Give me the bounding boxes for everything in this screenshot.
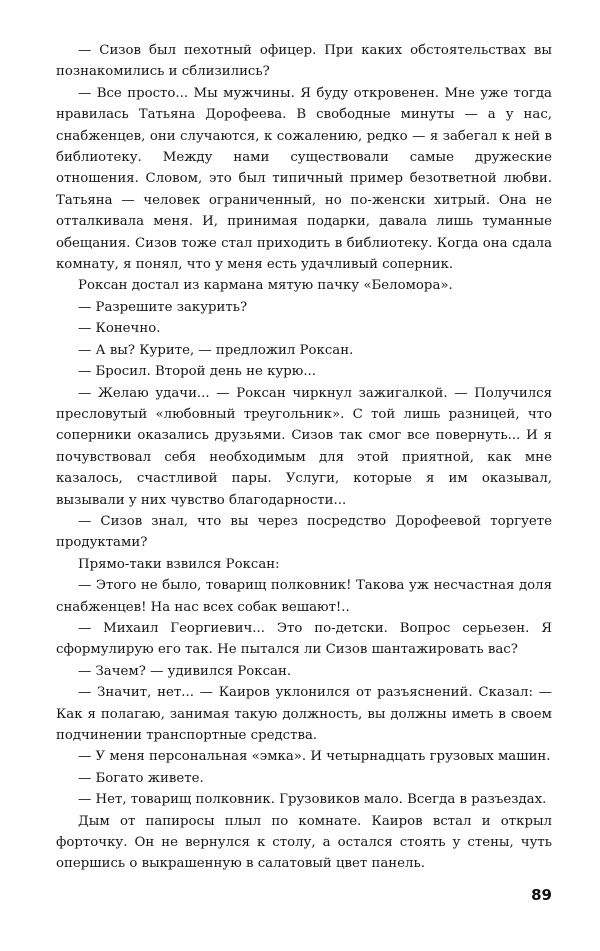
paragraph: Дым от папиросы плыл по комнате. Каиров встал и открыл форточку. Он не вернулся к столу, а остался стоять у стены, чуть опершись о выкрашенную в салатовый цвет панель. [56,813,552,872]
paragraph: — Бросил. Второй день не курю... [78,364,317,380]
paragraph: — А вы? Курите, — предложил Роксан. [78,342,354,358]
paragraph: — Конечно. [78,321,161,337]
paragraph: — Значит, нет... — Каиров уклонился от разъяснений. Сказал: — Как я полагаю, занимая такую должность, вы должны иметь в своем подчинении транспортные средства. [56,685,552,743]
paragraph: — Михаил Георгиевич... Это по-детски. Вопрос серьезен. Я сформулирую его так. Не пытался ли Сизов шантажировать вас? [56,620,552,658]
paragraph: — Этого не было, товарищ полковник! Такова уж несчастная доля снабженцев! На нас всех собак вешают!.. [56,578,552,615]
paragraph: — Богато живете. [78,770,204,786]
paragraph: Прямо-таки взвился Роксан: [78,556,280,572]
paragraph: — Зачем? — удивился Роксан. [78,663,292,679]
paragraph: — У меня персональная «эмка». И четырнадцать грузовых машин. [78,749,551,765]
paragraph: — Желаю удачи... — Роксан чиркнул зажигалкой. — Получился пресловутый «любовный треугольник». С той лишь разницей, что соперники оказались друзьями. Сизов так смог все повернуть... И я почувствовал себя необходимым для этой приятной, как мне казалось, счастливой пары. Услуги, которые я им оказывал, вызывали у них чувство благодарности... [56,385,552,508]
paragraph: Роксан достал из кармана мятую пачку «Беломора». [78,278,453,294]
page-number: 89 [531,886,552,904]
paragraph: — Сизов был пехотный офицер. При каких обстоятельствах вы познакомились и сблизились? [56,43,552,80]
body-text [56,40,552,875]
paragraph: — Все просто... Мы мужчины. Я буду откровенен. Мне уже тогда нравилась Татьяна Дорофеева. В свободные минуты — а у нас, снабженцев, они случаются, к сожалению, редко — я забегал к ней в библиотеку. Между нами существовали самые дружеские отношения. Словом, это был типичный пример безответной любви. Татьяна — человек ограниченный, но по-женски хитрый. Она не отталкивала меня. И, принимая подарки, давала лишь туманные обещания. Сизов тоже стал приходить в библиотеку. Когда она сдала комнату, я понял, что у меня есть удачливый соперник. [56,85,552,273]
paragraph: — Сизов знал, что вы через посредство Дорофеевой торгуете продуктами? [56,513,552,551]
paragraph: — Разрешите закурить? [78,299,248,315]
paragraph: — Нет, товарищ полковник. Грузовиков мало. Всегда в разъездах. [78,792,547,808]
